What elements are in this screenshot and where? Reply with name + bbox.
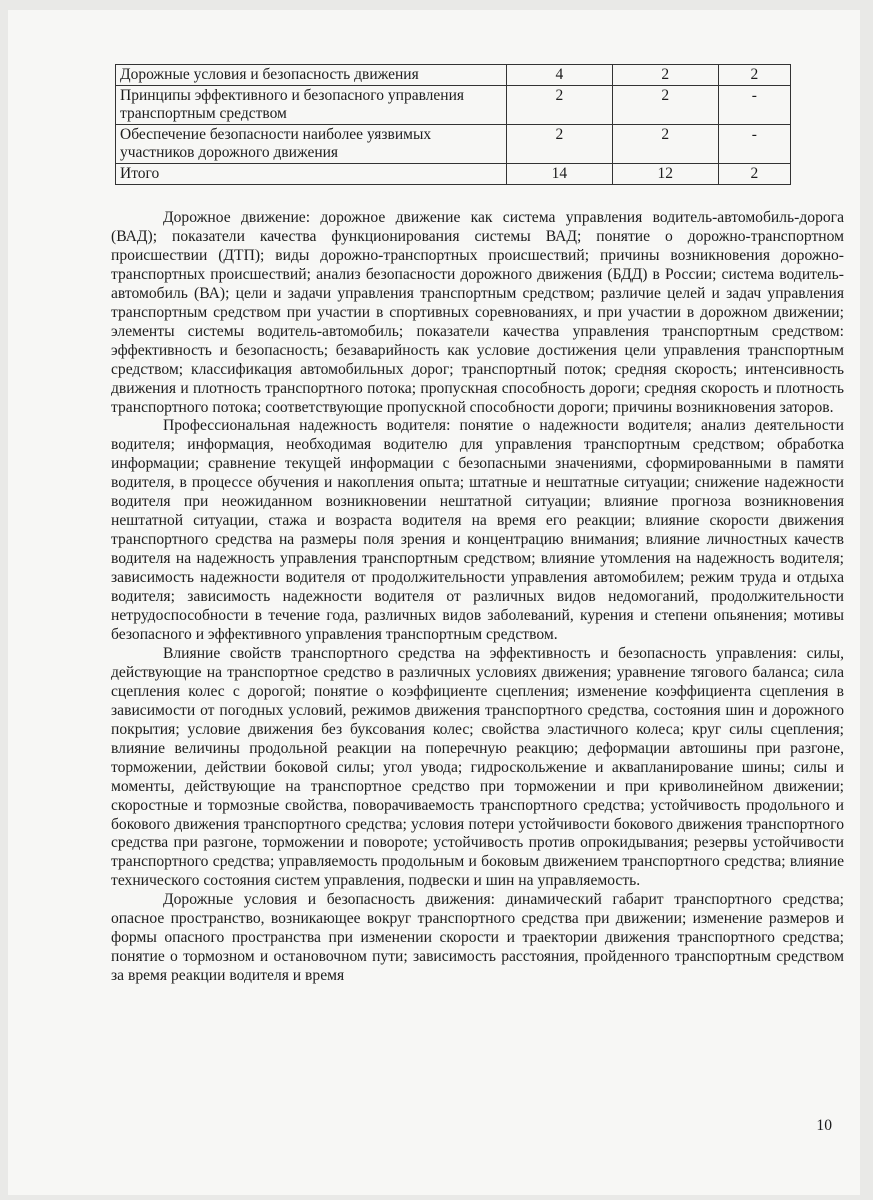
table-cell-theory: 2: [612, 65, 718, 86]
table-cell-total: 14: [507, 164, 613, 185]
table-cell-theory: 12: [612, 164, 718, 185]
table-cell-name: Итого: [116, 164, 507, 185]
table-cell-theory: 2: [612, 125, 718, 164]
page-number: 10: [816, 1117, 832, 1134]
table-cell-name: Обеспечение безопасности наиболее уязвимых участников дорожного движения: [116, 125, 507, 164]
paragraph-vehicle-properties: Влияние свойств транспортного средства на эффективность и безопасность управления: силы, действующие на транспортное средство в различных условиях движения; уравнение тягового баланса; сила сцепления колес с дорогой; понятие о коэффициенте сцепления; изменение коэффициента сцепления в зависимости от погодных условий, режимов движения транспортного средства, состояния шин и дорожного покрытия; условие движения без буксования колес; свойства эластичного колеса; круг силы сцепления; влияние величины продольной реакции на поперечную реакцию; деформации автошины при разгоне, торможении, действии боковой силы; угол увода; гидроскольжение и аквапланирование шины; силы и моменты, действующие на транспортное средство при торможении и при криволинейном движении; скоростные и тормозные свойства, поворачиваемость транспортного средства; устойчивость продольного и бокового движения транспортного средства; условия потери устойчивости бокового движения транспортного средства при разгоне, торможении и повороте; устойчивость против опрокидывания; резервы устойчивости транспортного средства; управляемость продольным и боковым движением транспортного средства; влияние технического состояния систем управления, подвески и шин на управляемость.: [111, 644, 844, 890]
table-row: [116, 125, 791, 164]
table-row: [116, 65, 791, 86]
table-cell-practice: 2: [718, 65, 790, 86]
table-cell-total: 2: [507, 125, 613, 164]
table-cell-practice: 2: [718, 164, 790, 185]
table-cell-theory: 2: [612, 86, 718, 125]
table-cell-total: 4: [507, 65, 613, 86]
paragraph-driver-reliability: Профессиональная надежность водителя: понятие о надежности водителя; анализ деятельности водителя; информация, необходимая водителю для управления транспортным средством; обработка информации; сравнение текущей информации с безопасными значениями, сформированными в памяти водителя, в процессе обучения и накопления опыта; штатные и нештатные ситуации; снижение надежности водителя при неожиданном возникновении нештатной ситуации; влияние прогноза возникновения нештатной ситуации, стажа и возраста водителя на время его реакции; влияние скорости движения транспортного средства на размеры поля зрения и концентрацию внимания; влияние личностных качеств водителя на надежность управления транспортным средством; влияние утомления на надежность водителя; зависимость надежности водителя от продолжительности управления автомобилем; режим труда и отдыха водителя; зависимость надежности водителя от различных видов недомоганий, продолжительности нетрудоспособности в течение года, различных видов заболеваний, курения и степени опьянения; мотивы безопасного и эффективного управления транспортным средством.: [111, 417, 844, 643]
table-cell-name: Дорожные условия и безопасность движения: [116, 65, 507, 86]
body-text: [111, 209, 844, 986]
paragraph-road-conditions: Дорожные условия и безопасность движения: динамический габарит транспортного средства; опасное пространство, возникающее вокруг транспортного средства при движении; изменение размеров и формы опасного пространства при изменении скорости и траектории движения транспортного средства; понятие о тормозном и остановочном пути; зависимость расстояния, пройденного транспортным средством за время реакции водителя и время: [111, 891, 844, 985]
table-cell-total: 2: [507, 86, 613, 125]
paragraph-road-traffic: Дорожное движение: дорожное движение как система управления водитель-автомобиль-дорога (ВАД); показатели качества функционирования системы ВАД; понятие о дорожно-транспортном происшествии (ДТП); виды дорожно-транспортных происшествий; причины возникновения дорожно-транспортных происшествий; анализ безопасности дорожного движения (БДД) в России; система водитель-автомобиль (ВА); цели и задачи управления транспортным средством; различие целей и задач управления транспортным средством при участии в спортивных соревнованиях, и при участии в дорожном движении; элементы системы водитель-автомобиль; показатели качества управления транспортным средством: эффективность и безопасность; безаварийность как условие достижения цели управления транспортным средством; классификация автомобильных дорог; транспортный поток; средняя скорость; интенсивность движения и плотность транспортного потока; пропускная способность дороги; средняя скорость и плотность транспортного потока; соответствующие пропускной способности дороги; причины возникновения заторов.: [111, 209, 844, 416]
hours-table: [115, 64, 791, 185]
document-page: [8, 10, 860, 1195]
table-row: [116, 86, 791, 125]
table-row-total: [116, 164, 791, 185]
table-cell-practice: -: [718, 86, 790, 125]
table-cell-practice: -: [718, 125, 790, 164]
table-cell-name: Принципы эффективного и безопасного управления транспортным средством: [116, 86, 507, 125]
